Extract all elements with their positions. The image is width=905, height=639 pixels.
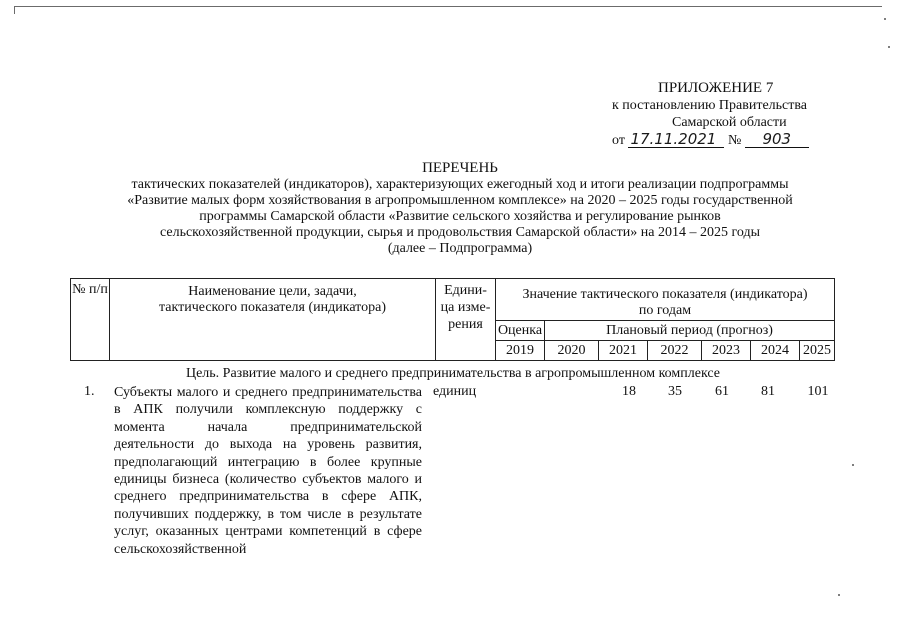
- scan-speck: [838, 594, 840, 596]
- title-line: «Развитие малых форм хозяйствования в агропромышленном комплексе» на 2020 – 2025 годы государственной: [127, 193, 793, 208]
- title-heading: ПЕРЕЧЕНЬ: [422, 160, 498, 176]
- indicator-value: 61: [715, 384, 729, 399]
- handwritten-number: 903: [745, 132, 809, 148]
- header-year: 2023: [702, 341, 751, 361]
- goal-heading: Цель. Развитие малого и среднего предпринимательства в агропромышленном комплексе: [185, 366, 721, 381]
- scan-edge-line: [14, 6, 882, 7]
- header-col-unit: Едини-ца изме-рения: [436, 279, 496, 361]
- scan-edge-corner: [14, 6, 15, 14]
- header-year: 2025: [800, 341, 835, 361]
- header-estimate: Оценка: [496, 321, 545, 341]
- appendix-number: ПРИЛОЖЕНИЕ 7: [658, 80, 774, 96]
- resolution-ref: к постановлению Правительства: [612, 98, 808, 113]
- scan-speck: [884, 18, 886, 20]
- title-line: (далее – Подпрограмма): [387, 241, 533, 256]
- handwritten-date: 17.11.2021: [628, 132, 724, 148]
- indicator-value: 18: [622, 384, 636, 399]
- indicator-name: Субъекты малого и среднего предпринимательства в АПК получили комплексную поддержку с момента начала предпринимательской деятельности до выхода на уровень развития, предполагающий интеграцию в более крупные единицы бизнеса (количество субъектов малого и среднего предпринимательства в сфере АПК, получивших поддержку, в том числе в результате услуг, оказанных центрами компетенций в сфере сельскохозяйственной: [114, 385, 422, 557]
- document-title: [60, 160, 860, 257]
- header-year: 2019: [496, 341, 545, 361]
- indicator-unit: единиц: [433, 384, 477, 399]
- header-col-values: Значение тактического показателя (индикатора) по годам: [496, 279, 835, 321]
- title-line: тактических показателей (индикаторов), характеризующих ежегодный ход и итоги реализации подпрограммы: [131, 177, 789, 192]
- row-number: 1.: [84, 384, 95, 399]
- title-line: программы Самарской области «Развитие сельского хозяйства и регулирование рынков: [199, 209, 721, 224]
- header-year: 2021: [599, 341, 648, 361]
- date-number-line: [612, 132, 809, 149]
- scan-speck: [888, 46, 890, 48]
- header-planned-period: Плановый период (прогноз): [545, 321, 835, 341]
- scan-speck: [852, 464, 854, 466]
- region-name: Самарской области: [672, 115, 787, 130]
- header-year: 2022: [648, 341, 702, 361]
- indicator-table-header: [70, 278, 835, 361]
- header-col-name: Наименование цели, задачи, тактического показателя (индикатора): [110, 279, 436, 361]
- number-prefix: №: [727, 133, 742, 148]
- indicator-value: 101: [807, 384, 829, 399]
- header-year: 2020: [545, 341, 599, 361]
- indicator-value: 81: [761, 384, 775, 399]
- indicator-value: 35: [668, 384, 682, 399]
- header-year: 2024: [751, 341, 800, 361]
- date-prefix: от: [612, 133, 625, 148]
- header-col-number: № п/п: [71, 279, 110, 361]
- title-line: сельскохозяйственной продукции, сырья и продовольствия Самарской области» на 2014 – 2025 годы: [160, 225, 760, 240]
